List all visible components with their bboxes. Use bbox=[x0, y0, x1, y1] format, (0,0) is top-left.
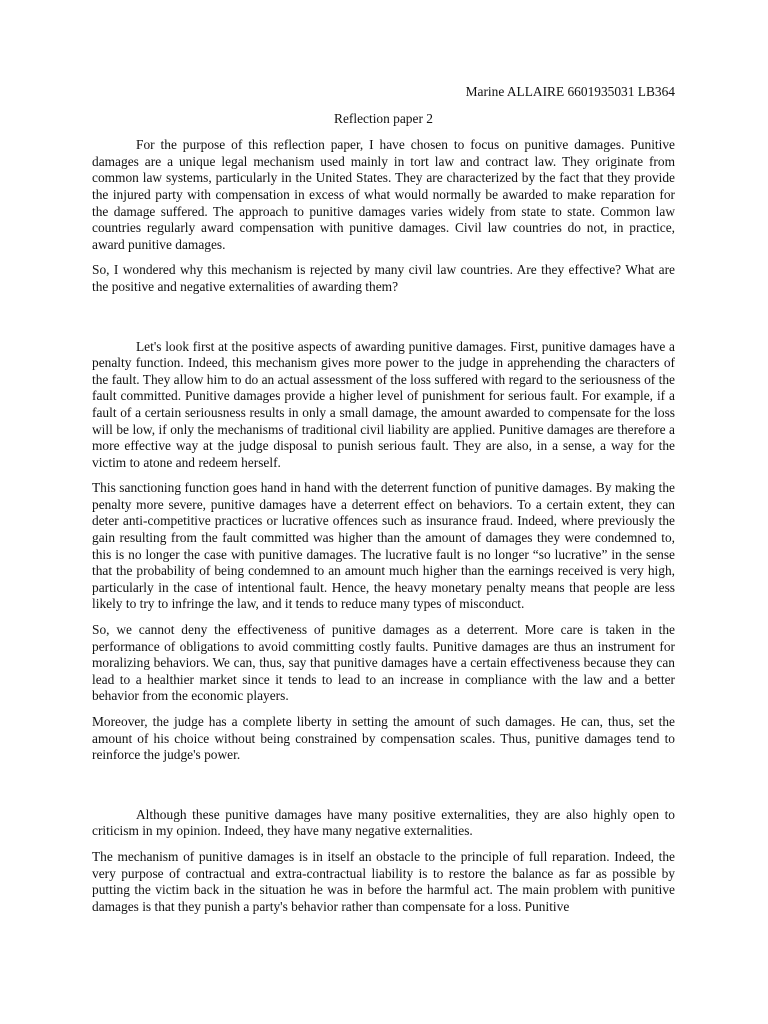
section-gap bbox=[92, 773, 675, 807]
paragraph-full-reparation: The mechanism of punitive damages is in itself an obstacle to the principle of full reparation. Indeed, the very purpose of contractual and extra-contractual liability is to restore the balance as far as possible by putting the victim back in the situation he was in before the harmful act. The main problem with punitive damages is that they punish a party's behavior rather than compensate for a loss. Punitive bbox=[92, 848, 675, 914]
paragraph-negative-intro: Although these punitive damages have many positive externalities, they are also highly open to criticism in my opinion. Indeed, they have many negative externalities. bbox=[92, 806, 675, 839]
document-title: Reflection paper 2 bbox=[334, 110, 433, 126]
paragraph-deterrent-function: This sanctioning function goes hand in hand with the deterrent function of punitive damages. By making the penalty more severe, punitive damages have a deterrent effect on behaviors. To a certain extent, they can deter anti-competitive practices or lucrative offences such as insurance fraud. Indeed, where previously the gain resulting from the fault committed was higher than the amount of damages they were condemned to, this is no longer the case with punitive damages. The lucrative fault is no longer “so lucrative” in the sense that the probability of being condemned to an amount much higher than the earnings received is very high, particularly in the case of intentional fault. Hence, the heavy monetary penalty means that people are less likely to try to infringe the law, and it tends to reduce many types of misconduct. bbox=[92, 480, 675, 612]
paragraph-questions: So, I wondered why this mechanism is rejected by many civil law countries. Are they effective? What are the positive and negative externalities of awarding them? bbox=[92, 262, 675, 294]
paragraph-judge-power: Moreover, the judge has a complete liberty in setting the amount of such damages. He can, thus, set the amount of his choice without being constrained by compensation scales. Thus, punitive damages tend to reinforce the judge's power. bbox=[92, 714, 675, 763]
section-gap bbox=[92, 305, 675, 339]
document-page bbox=[92, 84, 675, 924]
paragraph-intro: For the purpose of this reflection paper, I have chosen to focus on punitive damages. Punitive damages are a unique legal mechanism used mainly in tort law and contract law. They originate from common law systems, particularly in the United States. They are characterized by the fact that they provide the injured party with compensation in excess of what would normally be awarded to make reparation for the damage suffered. The approach to punitive damages varies widely from state to state. Common law countries regularly award compensation with punitive damages. Civil law countries do not, in practice, award punitive damages. bbox=[92, 137, 675, 252]
author-line: Marine ALLAIRE 6601935031 LB364 bbox=[465, 84, 675, 99]
paragraph-effectiveness: So, we cannot deny the effectiveness of punitive damages as a deterrent. More care is taken in the performance of obligations to avoid committing costly faults. Punitive damages are thus an instrument for moralizing behaviors. We can, thus, say that punitive damages have a certain effectiveness because they can lead to a healthier market since it tends to lead to an increase in compliance with the law and a better behavior from the economic players. bbox=[92, 622, 675, 704]
paragraph-positive-aspects: Let's look first at the positive aspects of awarding punitive damages. First, punitive damages have a penalty function. Indeed, this mechanism gives more power to the judge in apprehending the characters of the fault. They allow him to do an actual assessment of the loss suffered with regard to the seriousness of the fault committed. Punitive damages provide a higher level of punishment for serious fault. For example, if a fault of a certain seriousness results in only a small damage, the amount awarded to compensate for the loss will be low, if only the mechanisms of traditional civil liability are applied. Punitive damages are therefore a more effective way at the judge disposal to punish serious fault. They are also, in a sense, a way for the victim to atone and redeem herself. bbox=[92, 338, 675, 470]
